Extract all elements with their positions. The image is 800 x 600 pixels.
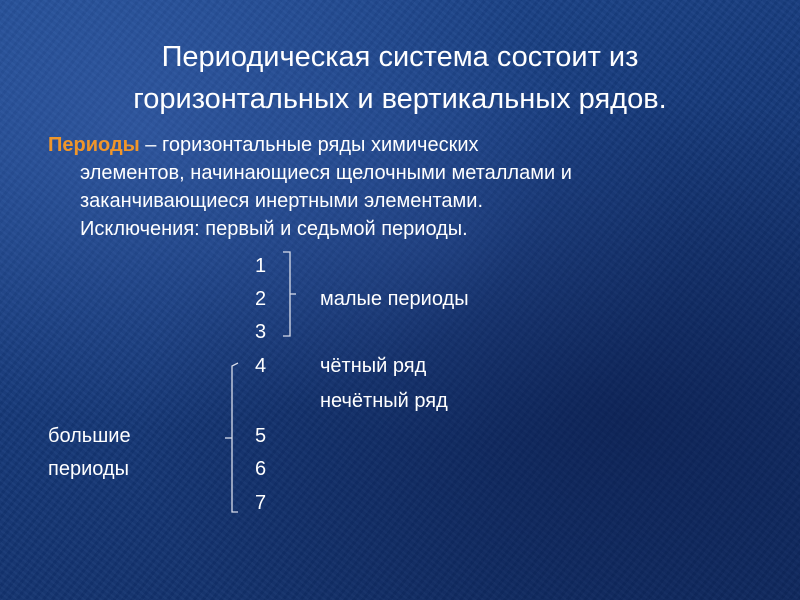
definition-paragraph (48, 131, 768, 243)
title-line-1: Периодическая система состоит из (161, 41, 639, 73)
period-number-3: 3 (255, 321, 267, 343)
small-periods-label: малые периоды (320, 288, 469, 310)
odd-row-label: нечётный ряд (320, 390, 448, 412)
definition-line-1-rest: – горизонтальные ряды химических (139, 134, 479, 156)
definition-line-1 (48, 131, 768, 159)
period-number-1: 1 (255, 255, 267, 277)
definition-line-3: заканчивающиеся инертными элементами. (80, 190, 483, 212)
period-number-2: 2 (255, 288, 267, 310)
small-periods-bracket (283, 252, 290, 336)
large-periods-bracket (232, 363, 238, 512)
period-number-6: 6 (255, 458, 267, 480)
period-number-5: 5 (255, 425, 267, 447)
definition-term: Периоды (48, 134, 140, 156)
large-periods-label-line-2: периоды (48, 458, 129, 480)
definition-line-2: элементов, начинающиеся щелочными металлами и (80, 162, 572, 184)
slide-title (40, 36, 760, 120)
even-row-label: чётный ряд (320, 355, 427, 377)
title-line-2: горизонтальных и вертикальных рядов. (133, 83, 667, 115)
period-number-4: 4 (255, 355, 267, 377)
period-number-7: 7 (255, 492, 267, 514)
definition-line-4: Исключения: первый и седьмой периоды. (80, 218, 468, 240)
large-periods-label-line-1: большие (48, 425, 131, 447)
